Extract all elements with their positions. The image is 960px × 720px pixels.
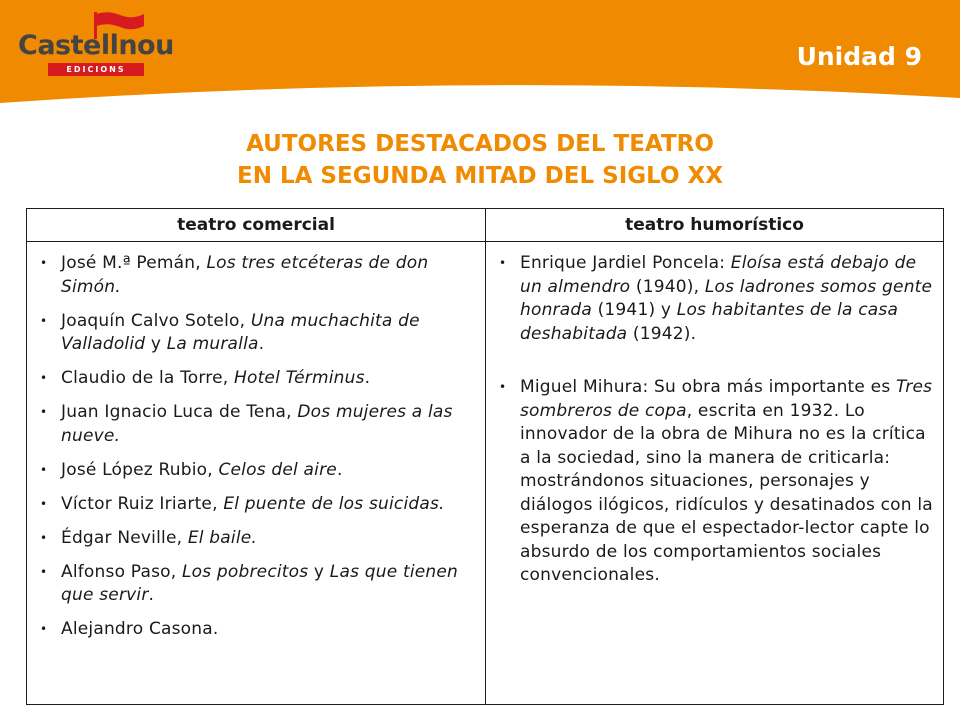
separator-text: , — [239, 310, 251, 331]
list-item — [35, 367, 477, 391]
title-line-1: AUTORES DESTACADOS DEL TEATRO — [246, 131, 714, 157]
end-punctuation: . — [258, 334, 265, 354]
humoristico-list — [494, 252, 935, 588]
work-title: El puente de los suicidas. — [223, 493, 445, 514]
work-title: Eloísa está debajo de un almendro — [520, 253, 917, 297]
separator-text: y — [145, 334, 167, 354]
unit-label: Unidad 9 — [796, 42, 922, 71]
work-title: Tres sombreros de copa — [520, 377, 933, 421]
separator-text: , — [286, 402, 298, 422]
work-title: Las que tienen que servir — [61, 561, 459, 605]
list-item — [35, 252, 477, 299]
list-item — [35, 459, 477, 483]
author-name: Alejandro Casona. — [61, 619, 219, 639]
jardiel-author: Enrique Jardiel Poncela: — [520, 253, 731, 273]
table-header-row — [27, 209, 944, 242]
author-name: Édgar Neville — [61, 527, 177, 548]
mihura-description: , escrita en 1932. Lo innovador de la obra de Mihura no es la crítica a la sociedad, sino la manera de criticarla: mostrándonos situaciones, personajes y diálogos ilógicos, ridículos y desatinados con la esperanza de que el espectador-lector capte lo absurdo de los comportamientos sociales convencionales. — [520, 400, 933, 585]
end-punctuation: . — [336, 459, 343, 480]
author-name: Juan Ignacio Luca de Tena — [61, 402, 287, 422]
logo-text: Castellnou — [18, 30, 174, 61]
list-item — [35, 618, 477, 642]
page-title — [0, 128, 960, 192]
author-name: Alfonso Paso — [61, 561, 171, 582]
authors-table — [26, 208, 944, 705]
author-name: Claudio de la Torre — [61, 368, 223, 388]
work-title: La muralla — [166, 334, 259, 354]
header-teatro-comercial: teatro comercial — [27, 209, 486, 242]
humoristico-cell — [486, 242, 944, 705]
work-title: Hotel Términus — [233, 368, 365, 388]
separator-text: , — [207, 459, 219, 480]
work-title: Los habitantes de la casa deshabitada — [520, 300, 899, 344]
logo-subtext: EDICIONS — [48, 63, 144, 76]
author-name: Víctor Ruiz Iriarte — [61, 493, 213, 514]
separator-text: , — [195, 253, 207, 273]
separator-text: y — [308, 561, 330, 582]
separator-text: , — [222, 368, 234, 388]
work-title: Una muchachita de Valladolid — [61, 310, 420, 354]
comercial-list — [35, 252, 477, 642]
end-punctuation: . — [364, 368, 371, 388]
work-title: Los pobrecitos — [181, 561, 309, 582]
separator-text: , — [212, 493, 224, 514]
author-name: Joaquín Calvo Sotelo — [61, 310, 240, 331]
list-item — [35, 310, 477, 357]
list-item-mihura — [494, 376, 935, 588]
year-text: (1942). — [627, 323, 697, 344]
list-item — [35, 527, 477, 551]
work-title: Celos del aire — [218, 459, 337, 480]
mihura-intro: Miguel Mihura: Su obra más importante es — [520, 377, 896, 397]
end-punctuation: . — [148, 585, 155, 605]
list-item — [35, 493, 477, 517]
year-text: (1941) y — [591, 300, 677, 320]
list-item — [35, 401, 477, 448]
year-text: (1940), — [630, 276, 705, 297]
title-line-2: EN LA SEGUNDA MITAD DEL SIGLO XX — [237, 163, 723, 189]
list-item-jardiel — [494, 252, 935, 346]
list-item — [35, 561, 477, 608]
work-title: El baile. — [187, 527, 258, 548]
work-title: Los tres etcéteras de don Simón. — [61, 253, 429, 297]
header-teatro-humoristico: teatro humorístico — [486, 209, 944, 242]
work-title: Dos mujeres a las nueve. — [61, 402, 453, 446]
separator-text: , — [176, 527, 188, 548]
author-name: José López Rubio — [61, 459, 208, 480]
castellnou-logo — [18, 10, 178, 72]
comercial-cell — [27, 242, 486, 705]
work-title: Los ladrones somos gente honrada — [520, 276, 933, 320]
separator-text: , — [170, 561, 182, 582]
author-name: José M.ª Pemán — [61, 253, 196, 273]
table-row — [27, 242, 944, 705]
